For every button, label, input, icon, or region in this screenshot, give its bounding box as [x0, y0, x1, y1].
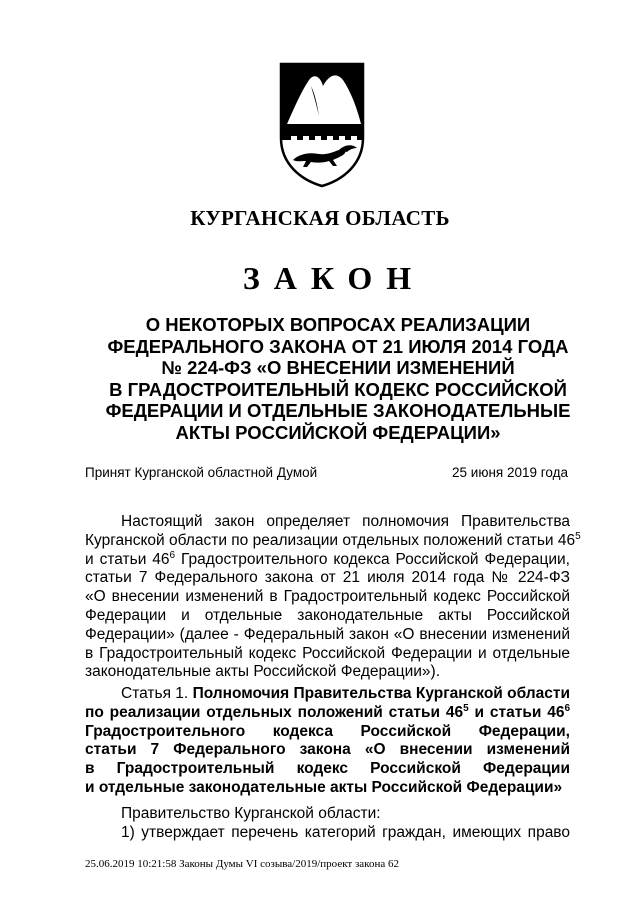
title-line: АКТЫ РОССИЙСКОЙ ФЕДЕРАЦИИ» [175, 421, 501, 443]
text-line: статьи 7 Федерального закона от 21 июля 2014 года № 224-ФЗ [85, 569, 570, 587]
preamble-paragraph [85, 513, 581, 682]
text-line: в Градостроительный кодекс Российской Федерации [85, 760, 570, 778]
text-line: «О внесении изменений в Градостроительный кодекс Российской [85, 588, 570, 606]
document-footer: 25.06.2019 10:21:58 Законы Думы VI созыва/2019/проект закона 62 [85, 858, 399, 870]
text-line: и отдельные законодательные акты Российской Федерации» [85, 778, 563, 796]
text-line: и статьи $46^6$ Градостроительного кодекса Российской Федерации, [85, 549, 570, 568]
coat-of-arms-emblem [277, 60, 367, 190]
article-1-heading [85, 685, 570, 798]
document-type-heading: ЗАКОН [242, 260, 426, 296]
text-line: законодательные акты Российской Федерации»). [85, 663, 441, 681]
text-line: 1) утверждает перечень категорий граждан, имеющих право [121, 823, 570, 841]
text-line: в Градостроительный кодекс Российской Федерации и отдельные [85, 644, 570, 662]
title-line: № 224-ФЗ «О ВНЕСЕНИИ ИЗМЕНЕНИЙ [161, 357, 515, 378]
text-line: Федерации и отдельные законодательные акты Российской [85, 606, 570, 624]
title-line: ФЕДЕРАЦИИ И ОТДЕЛЬНЫЕ ЗАКОНОДАТЕЛЬНЫЕ [105, 400, 571, 421]
text-line: по реализации отдельных положений статьи $46^5$ и статьи $46^6$ [85, 702, 570, 721]
text-line: Статья 1. Полномочия Правительства Курганской области [121, 685, 571, 702]
adoption-date: 25 июня 2019 года [452, 465, 568, 480]
law-title [88, 314, 588, 443]
text-line: Настоящий закон определяет полномочия Правительства [121, 513, 570, 530]
article-1-body [85, 805, 570, 843]
article-label: Статья 1. [121, 685, 193, 702]
text-line: статьи 7 Федерального закона «О внесении изменений [85, 741, 570, 759]
title-line: О НЕКОТОРЫХ ВОПРОСАХ РЕАЛИЗАЦИИ [145, 314, 531, 335]
text-line: Правительство Курганской области: [121, 805, 381, 822]
title-line: В ГРАДОСТРОИТЕЛЬНЫЙ КОДЕКС РОССИЙСКОЙ [109, 378, 567, 400]
adoption-body: Принят Курганской областной Думой [85, 465, 318, 480]
region-heading: КУРГАНСКАЯ ОБЛАСТЬ [190, 206, 450, 230]
text-line: Федерации» (далее - Федеральный закон «О внесении изменений [85, 625, 570, 643]
text-line: Градостроительного кодекса Российской Федерации, [85, 722, 570, 740]
text-line: Курганской области по реализации отдельных положений статьи $46^5$ [85, 530, 581, 549]
title-line: ФЕДЕРАЛЬНОГО ЗАКОНА ОТ 21 ИЮЛЯ 2014 ГОДА [107, 335, 569, 357]
